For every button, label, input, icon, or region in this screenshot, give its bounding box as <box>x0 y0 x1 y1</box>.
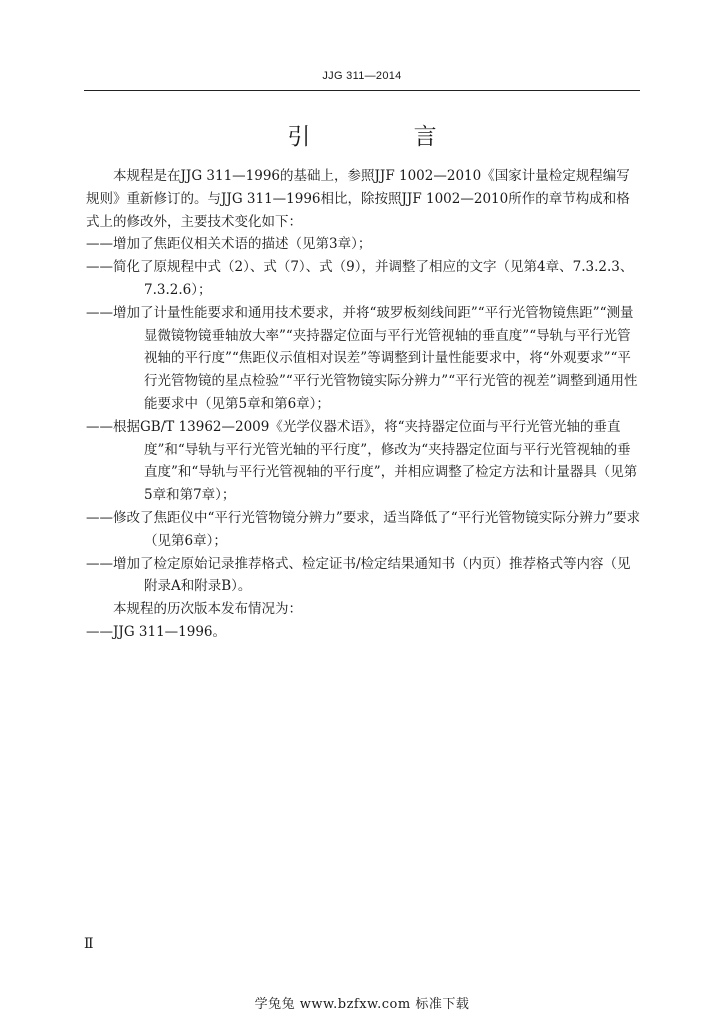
watermark: 学兔兔 www.bzfxw.com 标准下载 <box>254 997 470 1012</box>
intro-paragraph: 本规程是在JJG 311—1996的基础上，参照JJF 1002—2010《国家计量检定规程编写规则》重新修订的。与JJG 311—1996相比，除按照JJF 1002—2010所作的章节构成和格式上的修改外，主要技术变化如下： <box>86 168 630 230</box>
change-item: ——根据GB/T 13962—2009《光学仪器术语》，将“夹持器定位面与平行光管光轴的垂直度”和“导轨与平行光管光轴的平行度”，修改为“夹持器定位面与平行光管视轴的垂直度”和“导轨与平行光管视轴的平行度”，并相应调整了检定方法和计量器具（见第5章和第7章）； <box>86 418 638 504</box>
change-item: ——简化了原规程中式（2）、式（7）、式（9），并调整了相应的文字（见第4章、7.3.2.3、7.3.2.6）； <box>86 259 634 298</box>
header-divider <box>84 90 640 91</box>
change-item: ——增加了检定原始记录推荐格式、检定证书/检定结果通知书（内页）推荐格式等内容（见附录A和附录B）。 <box>86 555 631 595</box>
change-item: ——增加了焦距仪相关术语的描述（见第3章）； <box>86 236 372 253</box>
change-item: ——增加了计量性能要求和通用技术要求，并将“玻罗板刻线间距”“平行光管物镜焦距”“测量显微镜物镜垂轴放大率”“夹持器定位面与平行光管视轴的垂直度”“导轨与平行光管视轴的平行度”“焦距仪示值相对误差”等调整到计量性能要求中，将“外观要求”“平行光管物镜的星点检验”“平行光管物镜实际分辨力”“平行光管的视差”调整到通用性能要求中（见第5章和第6章）； <box>86 304 638 412</box>
document-body <box>86 165 642 644</box>
standard-code-header: JJG 311—2014 <box>322 70 402 82</box>
history-item: ——JJG 311—1996。 <box>86 623 227 640</box>
page-number: Ⅱ <box>84 936 94 952</box>
history-intro: 本规程的历次版本发布情况为： <box>113 601 302 618</box>
page-title: 引 言 <box>287 124 485 150</box>
change-item: ——修改了焦距仪中“平行光管物镜分辨力”要求，适当降低了“平行光管物镜实际分辨力”要求（见第6章）； <box>86 509 641 549</box>
